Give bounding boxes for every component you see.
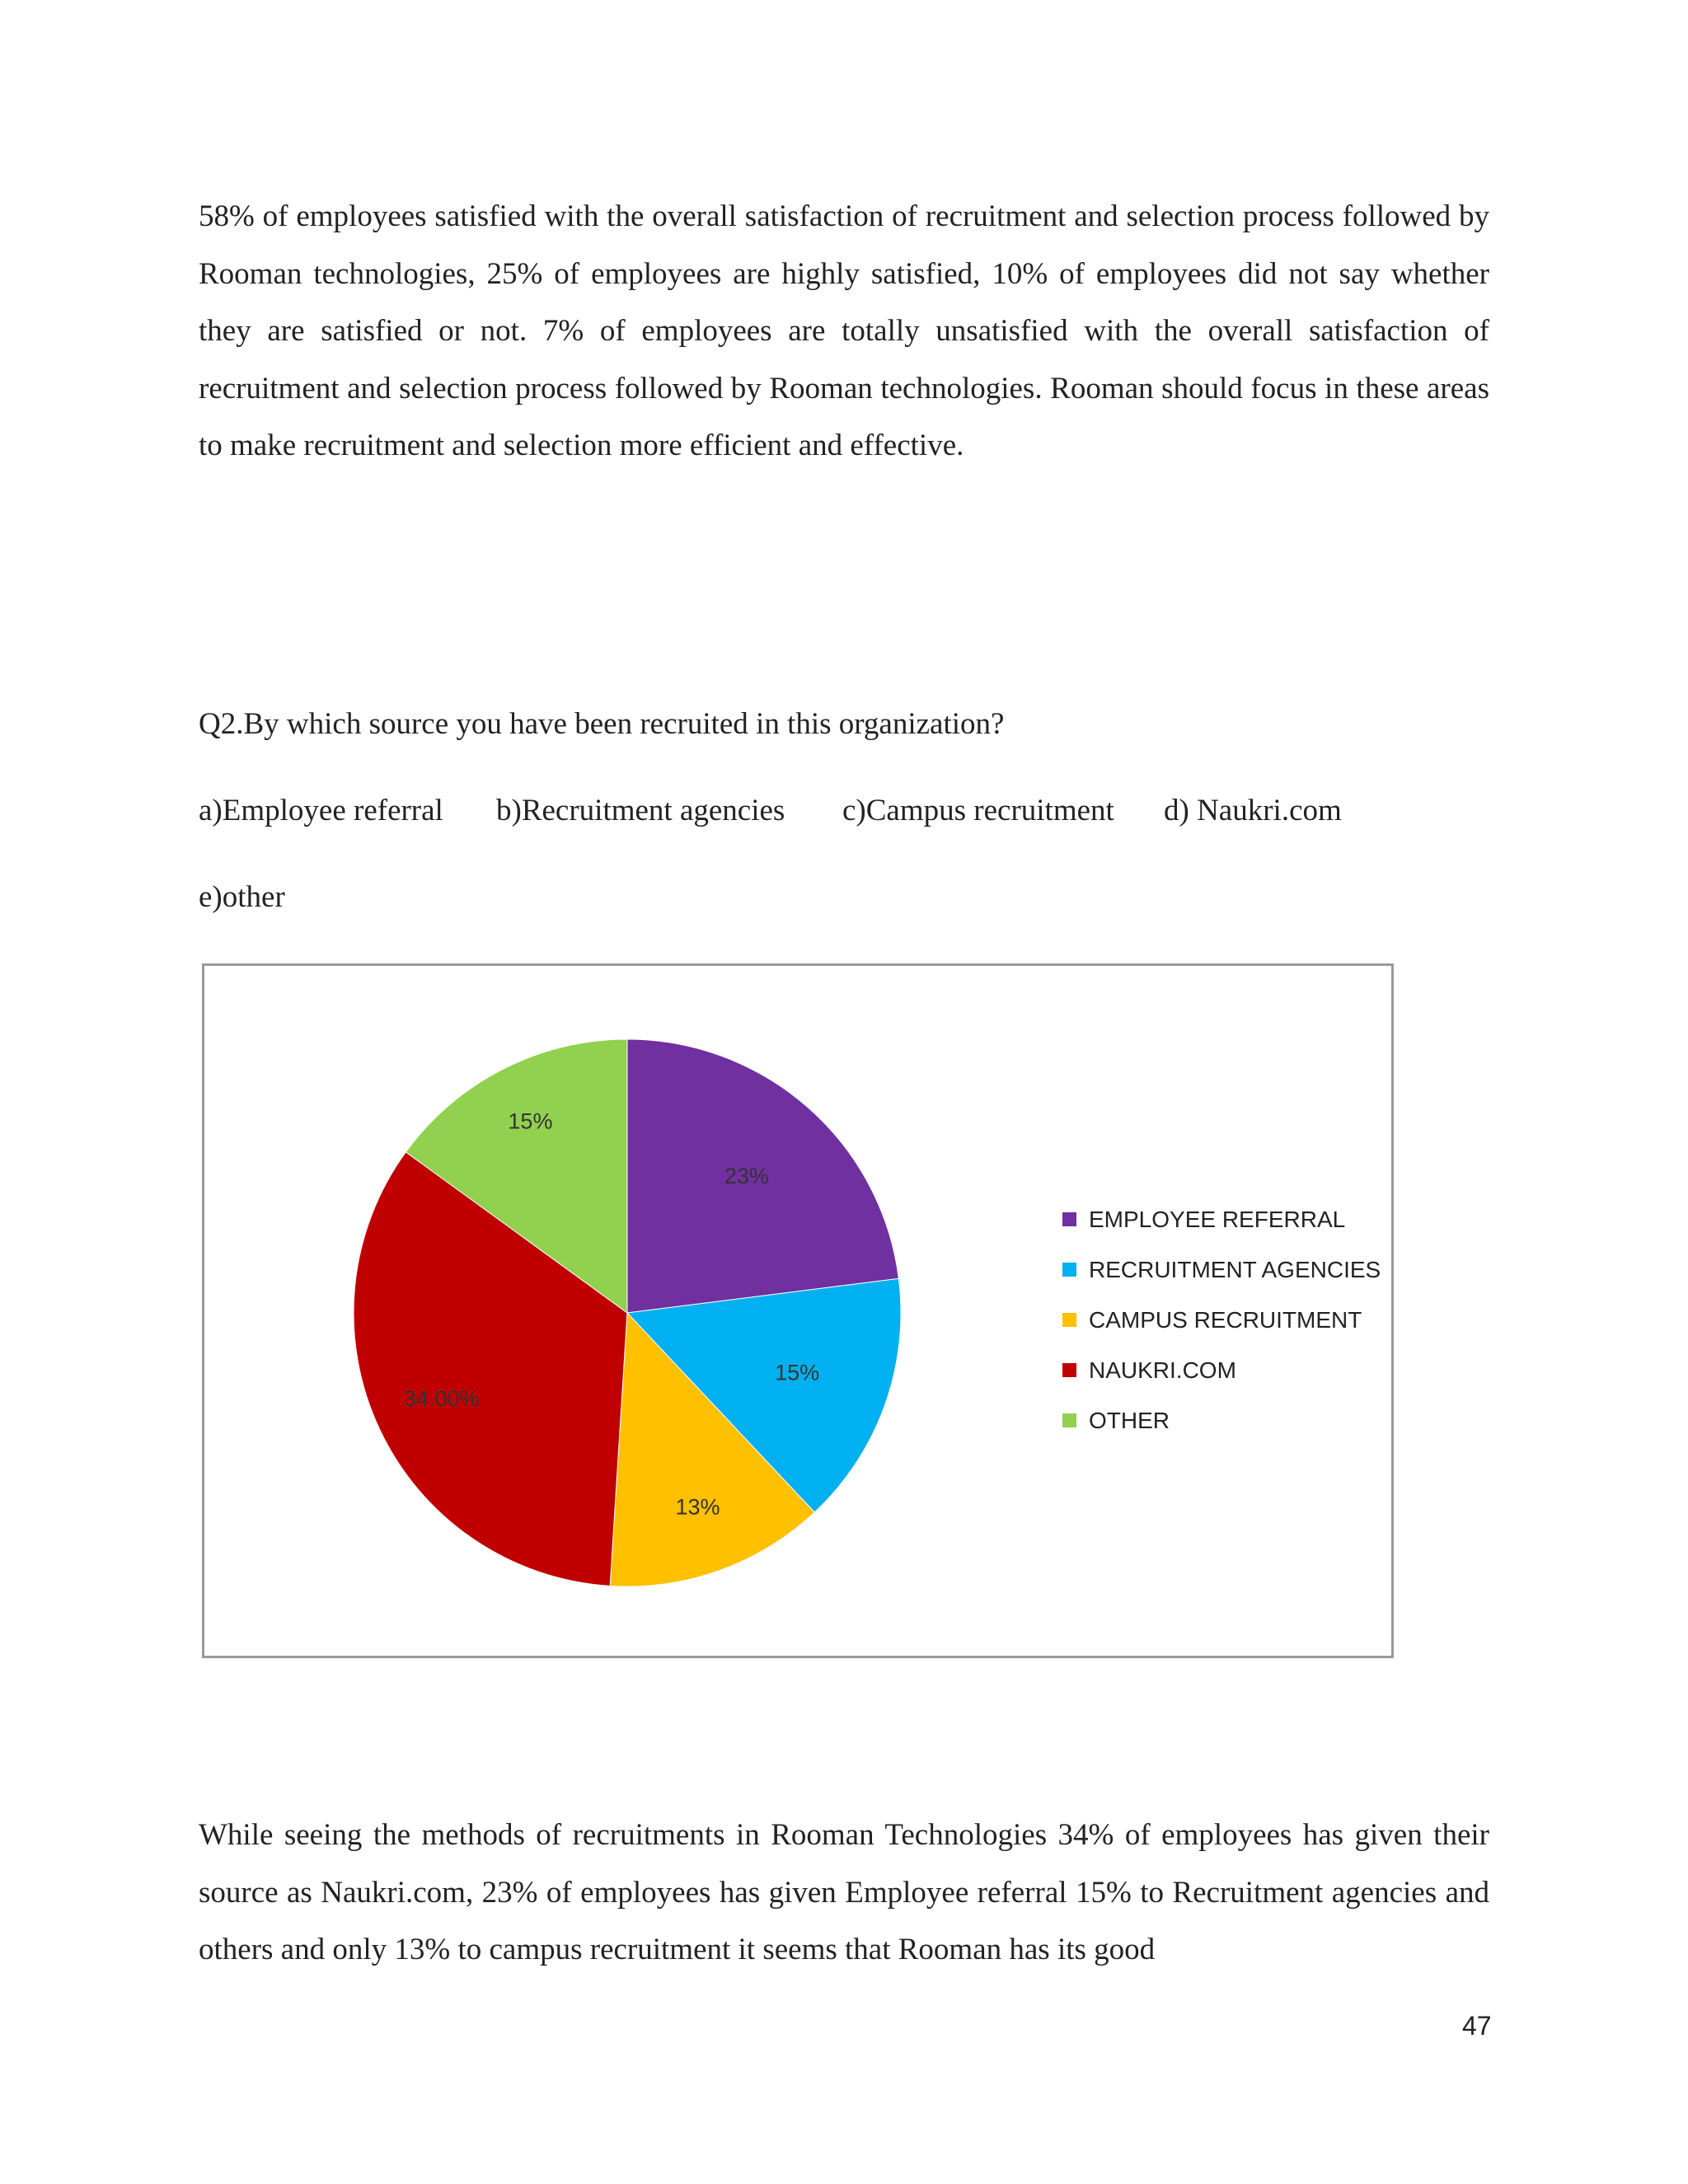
legend-item-campus-recruitment [1062,1295,1381,1345]
option-b: b)Recruitment agencies [496,794,785,827]
intro-paragraph: 58% of employees satisfied with the overall satisfaction of recruitment and selection process followed by Rooman technologies, 25% of employees are highly satisfied, 10% of employees did not say whether they are satisfied or not. 7% of employees are totally unsatisfied with the overall satisfaction of recruitment and selection process followed by Rooman technologies. Rooman should focus in these areas to make recruitment and selection more efficient and effective. [199,199,1489,462]
legend-swatch [1062,1263,1076,1277]
option-d: d) Naukri.com [1164,794,1342,827]
option-a: a)Employee referral [199,794,443,827]
data-label-employee-referral: 23% [724,1163,769,1188]
option-e: e)other [199,880,285,914]
data-label-other: 15% [508,1108,553,1134]
legend-label: RECRUITMENT AGENCIES [1089,1256,1381,1282]
legend-label: CAMPUS RECRUITMENT [1089,1306,1362,1333]
option-c: c)Campus recruitment [842,794,1114,827]
legend-item-employee-referral [1062,1194,1381,1244]
data-label-naukri: 34.00% [403,1386,480,1412]
pie-chart-panel [202,963,1394,1658]
question-text: Q2.By which source you have been recruited in this organization? [199,707,1005,741]
conclusion-paragraph: While seeing the methods of recruitments in Rooman Technologies 34% of employees has given their source as Naukri.com, 23% of employees has given Employee referral 15% to Recruitment agencies and others and only 13% to campus recruitment it seems that Rooman has its good [199,1818,1489,1966]
legend-swatch [1062,1363,1076,1377]
legend-label: NAUKRI.COM [1089,1357,1236,1383]
legend-swatch [1062,1413,1076,1427]
legend-item-other [1062,1395,1381,1446]
legend-label: EMPLOYEE REFERRAL [1089,1206,1346,1232]
legend-label: OTHER [1089,1407,1170,1433]
data-label-campus-recruitment: 13% [675,1494,720,1520]
data-label-recruitment-agencies: 15% [775,1360,820,1385]
legend-item-naukri [1062,1345,1381,1395]
legend-item-recruitment-agencies [1062,1244,1381,1295]
legend-swatch [1062,1212,1076,1226]
legend-swatch [1062,1313,1076,1327]
page-number: 47 [1462,2011,1492,2041]
chart-legend [1062,1194,1381,1446]
